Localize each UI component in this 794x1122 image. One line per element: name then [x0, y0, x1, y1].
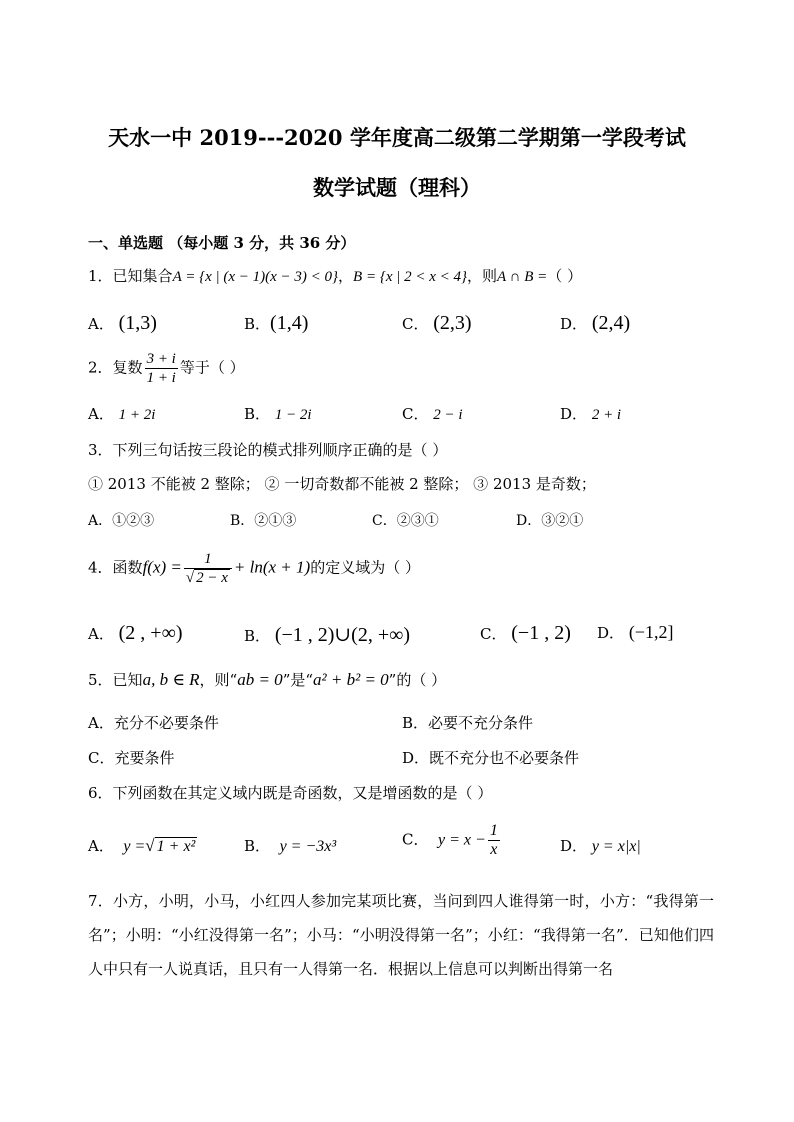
q2-option-d: D． 2 + i [560, 405, 622, 423]
q3-option-c: C．②③① [372, 513, 439, 529]
q5-option-a: A．充分不必要条件 [88, 714, 219, 732]
q5-option-b: B．必要不充分条件 [402, 714, 534, 732]
q2-numerator: 3 + i [146, 351, 176, 367]
section-heading: 一、单选题 （每小题 3 分，共 36 分） [88, 234, 356, 252]
q1-option-c: C． (2,3) [402, 312, 472, 334]
q4-option-d: D． (−1,2] [597, 622, 674, 642]
q6-option-c: C． y = x − $\frac{1}{x}$ [402, 822, 498, 858]
q3-option-a: A．①②③ [88, 513, 155, 529]
q5-post: ”的（ ） [388, 671, 447, 689]
q2-option-a: A． 1 + 2i [88, 405, 156, 423]
q1-option-b: B．(1,4) [244, 312, 309, 334]
q6-option-b: B． y = −3x³ [244, 837, 337, 855]
q2-option-c: C． 2 − i [402, 405, 463, 423]
question-4 [88, 550, 420, 587]
q4-post: 的定义域为（ ） [310, 558, 420, 577]
exam-title: 天水一中 2019---2020 学年度高二级第二学期第一学段考试 [108, 125, 686, 150]
q1-comma: ， [338, 267, 354, 285]
q1-set-a: A = {x | (x − 1)(x − 3) < 0} [172, 269, 339, 285]
q4-sqrt-sign: √ [185, 570, 195, 586]
q4-fraction [184, 550, 232, 587]
q5-pre: 已知 [112, 671, 143, 689]
question-7: 7．小方，小明，小马，小红四人参加完某项比赛，当问到四人谁得第一时，小方：“我得第一名”；小明：“小红没得第一名”；小马：“小明没得第一名”；小红：“我得第一名”．已知他们四人中只有一人说真话，且只有一人得第一名．根据以上信息可以判断出得第一名 [88, 892, 714, 978]
q2-number: 2． [88, 358, 113, 377]
question-6: 6．下列函数在其定义域内既是奇函数，又是增函数的是（ ） [88, 784, 493, 802]
q5-option-c: C．充要条件 [88, 749, 175, 767]
q3-option-b: B．②①③ [230, 513, 297, 529]
q1-paren: （ ） [547, 267, 583, 285]
q1-number: 1． [88, 267, 113, 285]
q5-vars: a, b ∈ R [142, 670, 200, 689]
q4-radicand: 2 − x [196, 570, 228, 586]
question-3: 3．下列三句话按三段论的模式排列顺序正确的是（ ） [88, 441, 448, 459]
exam-subtitle: 数学试题（理科） [313, 175, 481, 200]
q2-pre: 复数 [112, 358, 143, 377]
q2-fraction [145, 350, 178, 387]
q3-option-d: D．③②① [516, 513, 584, 529]
q4-pre: 函数 [112, 558, 143, 577]
q5-mid2: ”是“ [282, 671, 314, 689]
q1-option-d: D． (2,4) [560, 312, 631, 334]
q4-numerator: 1 [184, 550, 232, 569]
q1-option-a: A． (1,3) [88, 312, 157, 334]
question-1 [88, 266, 582, 287]
q4-option-b: B． (−1 , 2)∪(2, +∞) [244, 624, 411, 646]
q1-expr: A ∩ B = [497, 269, 548, 285]
q5-cond1: ab = 0 [237, 670, 283, 689]
q1-set-b: B = {x | 2 < x < 4} [353, 269, 468, 285]
q4-number: 4． [88, 558, 113, 577]
q6-option-d: D． y = x|x| [560, 837, 641, 855]
q6-option-a: A． y =√ 1 + x² [88, 836, 196, 855]
q3-statements: ① 2013 不能被 2 整除； ② 一切奇数都不能被 2 整除； ③ 2013 是奇数； [88, 475, 596, 493]
q2-option-b: B． 1 − 2i [244, 405, 312, 423]
q1-ask: ，则 [467, 267, 498, 285]
q2-denominator: 1 + i [146, 370, 176, 386]
question-5 [88, 670, 446, 690]
q4-option-c: C． (−1 , 2) [480, 622, 571, 644]
q5-option-d: D．既不充分也不必要条件 [402, 749, 580, 767]
q4-fx: f(x) = [142, 557, 182, 577]
q2-post: 等于（ ） [179, 358, 245, 377]
q4-tail: + ln(x + 1) [233, 557, 311, 577]
q1-pre: 已知集合 [112, 267, 173, 285]
q4-option-a: A． (2 , +∞) [88, 622, 183, 644]
q5-cond2: a² + b² = 0 [313, 670, 389, 689]
q5-mid1: ，则“ [199, 671, 238, 689]
q5-number: 5． [88, 671, 113, 689]
question-2 [88, 350, 245, 387]
